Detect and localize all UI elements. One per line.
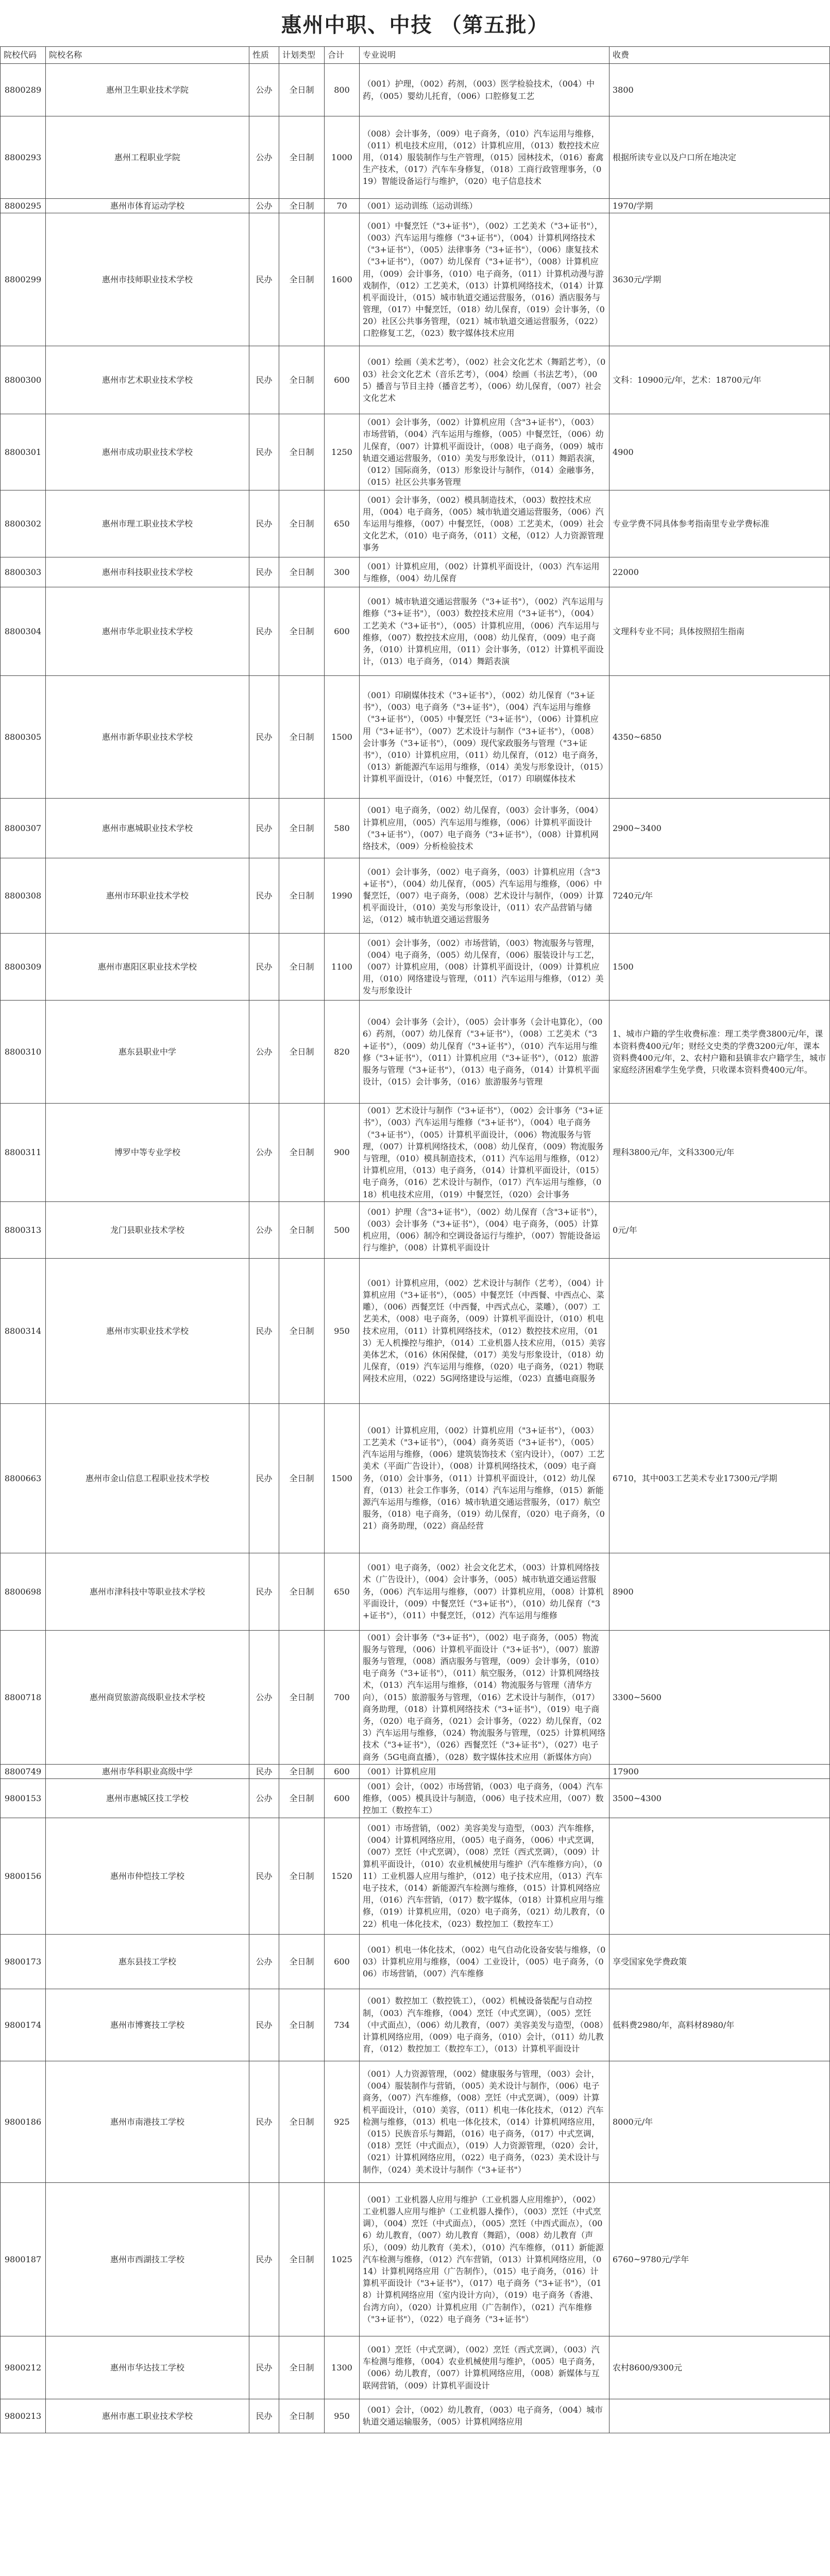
plan-type-cell: 全日制 bbox=[279, 799, 325, 858]
school-name-cell: 惠州市惠工职业技术学校 bbox=[46, 2399, 249, 2433]
school-code-cell: 8800314 bbox=[1, 1258, 46, 1403]
majors-cell: （001）会计事务（"3+证书"），（002）电子商务，（005）物流服务与管理，（006）计算机平面设计（"3+证书"），（007）旅游服务与管理，（008）酒店服务与管理，（009）会计事务，（010）电子商务（"3+证书"），（011）航空服务，（012）计算机网络技术，（013）汽车运用与维修，（014）物流服务与管理（清华方向），（015）旅游服务与管理，（016）艺术设计与制作，（017）商务助理，（018）计算机网络技术（"3+证书"），（019）电子商务，（020）电子商务，（021）会计事务，（022）幼儿保育，（023）汽车运用与维修，（024）物流服务与管理，（025）计算机网络技术（"3+证书"），（026）西餐烹饪（"3+证书"），（027）电子商务（5G电商直播），（028）数字媒体技术应用（新媒体方向） bbox=[360, 1630, 609, 1764]
plan-type-cell: 全日制 bbox=[279, 1778, 325, 1818]
majors-cell: （001）机电一体化技术，（002）电气自动化设备安装与维修，（003）计算机应用与维修，（004）工业设计，（005）电子商务，（006）市场营销，（007）汽车维修 bbox=[360, 1934, 609, 1989]
school-nature-cell: 公办 bbox=[249, 64, 279, 116]
school-code-cell: 8800300 bbox=[1, 346, 46, 414]
fee-cell: 3300~5600 bbox=[609, 1630, 830, 1764]
table-row bbox=[1, 1989, 830, 2061]
fee-cell: 8000元/年 bbox=[609, 2061, 830, 2182]
school-code-cell: 9800186 bbox=[1, 2061, 46, 2182]
majors-cell: （001）烹饪（中式烹调），（002）烹饪（西式烹调），（003）汽车检测与维修，（004）农业机械使用与维护，（005）电子商务，（006）幼儿教育，（007）计算机网络应用，（008）新媒体与互联网营销，（009）计算机平面设计 bbox=[360, 2336, 609, 2399]
school-code-cell: 8800299 bbox=[1, 213, 46, 346]
plan-total-cell: 950 bbox=[325, 1258, 360, 1403]
table-row bbox=[1, 346, 830, 414]
fee-cell: 3500~4300 bbox=[609, 1778, 830, 1818]
school-name-cell: 惠州市华北职业技术学校 bbox=[46, 587, 249, 676]
fee-cell: 6710，其中003工艺美术专业17300元/学期 bbox=[609, 1403, 830, 1553]
fee-cell: 低料费2980/年，高料材8980/年 bbox=[609, 1989, 830, 2061]
school-name-cell: 惠州市仲恺技工学校 bbox=[46, 1818, 249, 1934]
school-code-cell: 8800303 bbox=[1, 557, 46, 587]
school-code-cell: 8800301 bbox=[1, 414, 46, 490]
school-nature-cell: 公办 bbox=[249, 1104, 279, 1202]
table-row bbox=[1, 1104, 830, 1202]
school-name-cell: 惠州市实职业技术学校 bbox=[46, 1258, 249, 1403]
majors-cell: （001）会计事务，（002）电子商务，（003）计算机应用（含"3+证书"），（004）幼儿保育，（005）汽车运用与维修，（006）中餐烹饪，（007）电子商务，（008）艺术设计与制作，（009）计算机平面设计，（010）美发与形象设计，（011）农产品营销与储运，（012）城市轨道交通运营服务 bbox=[360, 858, 609, 934]
school-code-cell: 9800187 bbox=[1, 2182, 46, 2336]
table-row bbox=[1, 1818, 830, 1934]
plan-total-cell: 900 bbox=[325, 1104, 360, 1202]
fee-cell: 理科3800元/年，文科3300元/年 bbox=[609, 1104, 830, 1202]
header-majors: 专业说明 bbox=[360, 47, 609, 64]
plan-total-cell: 1990 bbox=[325, 858, 360, 934]
plan-type-cell: 全日制 bbox=[279, 116, 325, 199]
school-code-cell: 9800213 bbox=[1, 2399, 46, 2433]
table-row bbox=[1, 2336, 830, 2399]
plan-total-cell: 500 bbox=[325, 1201, 360, 1258]
school-nature-cell: 公办 bbox=[249, 1001, 279, 1104]
plan-total-cell: 600 bbox=[325, 1764, 360, 1778]
school-nature-cell: 民办 bbox=[249, 1818, 279, 1934]
table-row bbox=[1, 1553, 830, 1630]
majors-cell: （001）数控加工（数控铣工），（002）机械设备装配与自动控制，（003）汽车维修，（004）烹饪（中式烹调），（005）烹饪（中式面点），（006）幼儿教育，（007）美容美发与造型，（008）计算机网络应用，（009）电子商务，（010）会计，（011）幼儿教育，（012）数控加工（数控车工），（013）计算机平面设计 bbox=[360, 1989, 609, 2061]
majors-cell: （001）工业机器人应用与维护（工业机器人应用维护），（002）工业机器人应用与维护（工业机器人操作），（003）烹饪（中式烹调），（004）烹饪（中式面点），（005）烹饪（中西式面点），（006）幼儿教育，（007）幼儿教育（舞蹈），（008）幼儿教育（声乐），（009）幼儿教育（美术），（010）汽车维修，（011）新能源汽车检测与维修，（012）汽车营销，（013）计算机网络应用，（014）计算机网络应用（广告制作），（015）电子商务，（016）计算机平面设计（"3+证书"），（017）电子商务（"3+证书"），（018）计算机网络应用（室内设计方向），（019）电子商务（香港、台湾方向），（020）计算机应用（广告制作），（021）汽车维修（"3+证书"），（022）电子商务（"3+证书"） bbox=[360, 2182, 609, 2336]
fee-cell bbox=[609, 2399, 830, 2433]
table-row bbox=[1, 2399, 830, 2433]
school-name-cell: 惠州市新华职业技术学校 bbox=[46, 676, 249, 799]
table-row bbox=[1, 1201, 830, 1258]
school-name-cell: 惠州市华达技工学校 bbox=[46, 2336, 249, 2399]
school-name-cell: 龙门县职业技术学校 bbox=[46, 1201, 249, 1258]
plan-total-cell: 1520 bbox=[325, 1818, 360, 1934]
school-code-cell: 8800305 bbox=[1, 676, 46, 799]
plan-type-cell: 全日制 bbox=[279, 557, 325, 587]
header-total: 合计 bbox=[325, 47, 360, 64]
school-nature-cell: 民办 bbox=[249, 490, 279, 557]
plan-type-cell: 全日制 bbox=[279, 490, 325, 557]
school-name-cell: 惠州市科技职业技术学校 bbox=[46, 557, 249, 587]
plan-total-cell: 734 bbox=[325, 1989, 360, 2061]
table-row bbox=[1, 116, 830, 199]
majors-cell: （001）计算机应用，（002）计算机应用（"3+证书"），（003）工艺美术（"3+证书"），（004）商务英语（"3+证书"），（005）汽车运用与维修，（006）建筑装饰技术（室内设计），（007）工艺美术（平面广告设计），（008）计算机网络技术，（009）电子商务，（010）会计事务，（011）计算机平面设计，（012）幼儿保育，（013）社会工作事务，（014）汽车运用与维修，（015）新能源汽车运用与维修，（016）城市轨道交通运营服务，（017）航空服务，（018）电子商务，（019）幼儿保育，（020）电子商务，（021）商务助理，（022）商品经营 bbox=[360, 1403, 609, 1553]
majors-cell: （001）会计，（002）市场营销，（003）电子商务，（004）汽车维修，（005）模具设计与制造，（006）电子技术应用，（007）数控加工（数控车工） bbox=[360, 1778, 609, 1818]
fee-cell: 文科：10900元/年，艺术：18700元/年 bbox=[609, 346, 830, 414]
fee-cell: 1970/学期 bbox=[609, 199, 830, 213]
table-row bbox=[1, 490, 830, 557]
plan-total-cell: 650 bbox=[325, 1553, 360, 1630]
table-row bbox=[1, 587, 830, 676]
fee-cell: 3800 bbox=[609, 64, 830, 116]
school-nature-cell: 民办 bbox=[249, 799, 279, 858]
fee-cell: 2900~3400 bbox=[609, 799, 830, 858]
plan-type-cell: 全日制 bbox=[279, 1934, 325, 1989]
plan-total-cell: 600 bbox=[325, 1778, 360, 1818]
table-row bbox=[1, 199, 830, 213]
school-code-cell: 9800174 bbox=[1, 1989, 46, 2061]
school-nature-cell: 民办 bbox=[249, 934, 279, 1001]
school-code-cell: 9800156 bbox=[1, 1818, 46, 1934]
table-row bbox=[1, 2061, 830, 2182]
school-nature-cell: 民办 bbox=[249, 414, 279, 490]
header-fee: 收费 bbox=[609, 47, 830, 64]
school-code-cell: 8800313 bbox=[1, 1201, 46, 1258]
majors-cell: （001）会计事务，（002）市场营销，（003）物流服务与管理，（004）电子商务，（005）幼儿保育，（006）服装设计与工艺，（007）计算机应用，（008）计算机平面设计，（009）计算机应用，（010）网络建设与管理，（011）汽车运用与维修，（012）美发与形象设计 bbox=[360, 934, 609, 1001]
school-name-cell: 惠州市惠城职业技术学校 bbox=[46, 799, 249, 858]
plan-type-cell: 全日制 bbox=[279, 1403, 325, 1553]
school-nature-cell: 民办 bbox=[249, 676, 279, 799]
plan-type-cell: 全日制 bbox=[279, 199, 325, 213]
fee-cell: 享受国家免学费政策 bbox=[609, 1934, 830, 1989]
school-name-cell: 惠州市西湖技工学校 bbox=[46, 2182, 249, 2336]
plan-type-cell: 全日制 bbox=[279, 1764, 325, 1778]
fee-cell: 1500 bbox=[609, 934, 830, 1001]
table-row bbox=[1, 1630, 830, 1764]
plan-type-cell: 全日制 bbox=[279, 934, 325, 1001]
school-code-cell: 9800173 bbox=[1, 1934, 46, 1989]
majors-cell: （001）计算机应用，（002）计算机平面设计，（003）汽车运用与维修，（004）幼儿保育 bbox=[360, 557, 609, 587]
school-nature-cell: 民办 bbox=[249, 557, 279, 587]
majors-cell: （001）市场营销，（002）美容美发与造型，（003）汽车维修，（004）计算机网络应用，（005）电子商务，（006）中式烹调，（007）烹饪（中式烹调），（008）烹饪（西式烹调），（009）计算机平面设计，（010）农业机械使用与维护（汽车维修方向），（011）工业机器人应用与维护，（012）电子技术应用，（013）汽车电子技术，（014）新能源汽车检测与维修，（015）计算机网络应用，（016）汽车营销，（017）数字媒体，（018）计算机应用与维修，（019）计算机应用，（020）电子商务，（021）幼儿教育，（022）机电一体化技术，（023）数控加工（数控车工） bbox=[360, 1818, 609, 1934]
plan-total-cell: 70 bbox=[325, 199, 360, 213]
plan-total-cell: 300 bbox=[325, 557, 360, 587]
plan-total-cell: 800 bbox=[325, 64, 360, 116]
table-row bbox=[1, 934, 830, 1001]
table-row bbox=[1, 799, 830, 858]
header-name: 院校名称 bbox=[46, 47, 249, 64]
school-nature-cell: 民办 bbox=[249, 346, 279, 414]
plan-total-cell: 600 bbox=[325, 1934, 360, 1989]
school-code-cell: 8800718 bbox=[1, 1630, 46, 1764]
school-nature-cell: 民办 bbox=[249, 2399, 279, 2433]
table-row bbox=[1, 1934, 830, 1989]
majors-cell: （001）中餐烹饪（"3+证书"），（002）工艺美术（"3+证书"），（003）汽车运用与维修（"3+证书"），（004）计算机网络技术（"3+证书"），（005）法律事务（"3+证书"），（006）康复技术（"3+证书"），（007）幼儿保育（"3+证书"），（008）计算机应用，（009）会计事务，（010）电子商务，（011）计算机动漫与游戏制作，（012）工艺美术，（013）计算机网络技术，（014）计算机平面设计，（015）城市轨道交通运营服务，（016）酒店服务与管理，（017）中餐烹饪，（018）幼儿保育，（019）会计事务，（020）社区公共事务管理，（021）城市轨道交通运营服务，（022）口腔修复工艺，（023）数字媒体技术应用 bbox=[360, 213, 609, 346]
plan-total-cell: 1500 bbox=[325, 676, 360, 799]
school-code-cell: 8800293 bbox=[1, 116, 46, 199]
school-code-cell: 8800309 bbox=[1, 934, 46, 1001]
school-name-cell: 惠州工程职业学院 bbox=[46, 116, 249, 199]
school-nature-cell: 民办 bbox=[249, 1989, 279, 2061]
school-code-cell: 9800153 bbox=[1, 1778, 46, 1818]
plan-total-cell: 925 bbox=[325, 2061, 360, 2182]
plan-type-cell: 全日制 bbox=[279, 1258, 325, 1403]
table-row bbox=[1, 213, 830, 346]
page-title: 惠州中职、中技 （第五批） bbox=[281, 12, 549, 37]
school-name-cell: 惠州市惠城区技工学校 bbox=[46, 1778, 249, 1818]
header-nature: 性质 bbox=[249, 47, 279, 64]
school-code-cell: 8800749 bbox=[1, 1764, 46, 1778]
table-row bbox=[1, 858, 830, 934]
table-header-row bbox=[1, 47, 830, 64]
fee-cell bbox=[609, 1258, 830, 1403]
plan-type-cell: 全日制 bbox=[279, 64, 325, 116]
school-name-cell: 惠东县技工学校 bbox=[46, 1934, 249, 1989]
fee-cell: 根据所读专业以及户口所在地决定 bbox=[609, 116, 830, 199]
plan-type-cell: 全日制 bbox=[279, 1201, 325, 1258]
plan-total-cell: 1000 bbox=[325, 116, 360, 199]
school-nature-cell: 公办 bbox=[249, 1778, 279, 1818]
school-nature-cell: 民办 bbox=[249, 1258, 279, 1403]
fee-cell: 文理科专业不同；具体按照招生指南 bbox=[609, 587, 830, 676]
plan-type-cell: 全日制 bbox=[279, 2182, 325, 2336]
majors-cell: （001）电子商务，（002）社会文化艺术，（003）计算机网络技术（广告设计），（004）会计事务，（005）城市轨道交通运营服务，（006）汽车运用与维修，（007）计算机应用，（008）计算机平面设计，（009）中餐烹饪（"3+证书"），（010）幼儿保育（"3+证书"），（011）中餐烹饪，（012）汽车运用与维修 bbox=[360, 1553, 609, 1630]
plan-type-cell: 全日制 bbox=[279, 2061, 325, 2182]
fee-cell: 农村8600/9300元 bbox=[609, 2336, 830, 2399]
school-name-cell: 惠州市华科职业高级中学 bbox=[46, 1764, 249, 1778]
school-nature-cell: 民办 bbox=[249, 213, 279, 346]
plan-total-cell: 580 bbox=[325, 799, 360, 858]
plan-type-cell: 全日制 bbox=[279, 1104, 325, 1202]
school-nature-cell: 公办 bbox=[249, 199, 279, 213]
plan-total-cell: 950 bbox=[325, 2399, 360, 2433]
plan-total-cell: 1300 bbox=[325, 2336, 360, 2399]
plan-type-cell: 全日制 bbox=[279, 1630, 325, 1764]
plan-total-cell: 820 bbox=[325, 1001, 360, 1104]
plan-type-cell: 全日制 bbox=[279, 587, 325, 676]
fee-cell: 4350~6850 bbox=[609, 676, 830, 799]
plan-type-cell: 全日制 bbox=[279, 1001, 325, 1104]
school-name-cell: 惠州市技师职业技术学校 bbox=[46, 213, 249, 346]
plan-total-cell: 1250 bbox=[325, 414, 360, 490]
plan-total-cell: 1025 bbox=[325, 2182, 360, 2336]
fee-cell: 7240元/年 bbox=[609, 858, 830, 934]
plan-total-cell: 1500 bbox=[325, 1403, 360, 1553]
majors-cell: （001）计算机应用 bbox=[360, 1764, 609, 1778]
school-name-cell: 惠州卫生职业技术学院 bbox=[46, 64, 249, 116]
fee-cell: 8900 bbox=[609, 1553, 830, 1630]
school-code-cell: 9800212 bbox=[1, 2336, 46, 2399]
majors-cell: （001）绘画（美术艺考），（002）社会文化艺术（舞蹈艺考），（003）社会文化艺术（音乐艺考），（004）绘画（书法艺考），（005）播音与节目主持（播音艺考），（006）幼儿保育，（007）社会文化艺术 bbox=[360, 346, 609, 414]
school-name-cell: 惠州市成功职业技术学校 bbox=[46, 414, 249, 490]
school-name-cell: 惠州市环职业技术学校 bbox=[46, 858, 249, 934]
plan-type-cell: 全日制 bbox=[279, 858, 325, 934]
school-name-cell: 惠州市津科技中等职业技术学校 bbox=[46, 1553, 249, 1630]
school-nature-cell: 公办 bbox=[249, 1630, 279, 1764]
table-row bbox=[1, 1001, 830, 1104]
school-name-cell: 惠州商贸旅游高级职业技术学校 bbox=[46, 1630, 249, 1764]
plan-total-cell: 600 bbox=[325, 587, 360, 676]
school-code-cell: 8800304 bbox=[1, 587, 46, 676]
plan-type-cell: 全日制 bbox=[279, 2336, 325, 2399]
school-nature-cell: 民办 bbox=[249, 2336, 279, 2399]
majors-cell: （001）电子商务，（002）幼儿保育，（003）会计事务，（004）计算机应用，（005）汽车运用与维修，（006）计算机平面设计（"3+证书"），（007）电子商务（"3+证书"），（008）计算机网络技术，（009）分析检验技术 bbox=[360, 799, 609, 858]
school-code-cell: 8800302 bbox=[1, 490, 46, 557]
majors-cell: （001）会计，（002）幼儿教育，（003）电子商务，（004）城市轨道交通运输服务，（005）计算机网络应用 bbox=[360, 2399, 609, 2433]
majors-cell: （001）护理（含"3+证书"），（002）幼儿保育（含"3+证书"），（003）会计事务（"3+证书"），（004）电子商务，（005）计算机应用，（006）制冷和空调设备运行与维护，（007）智能设备运行与维护，（008）计算机平面设计 bbox=[360, 1201, 609, 1258]
school-nature-cell: 公办 bbox=[249, 116, 279, 199]
school-name-cell: 惠州市金山信息工程职业技术学校 bbox=[46, 1403, 249, 1553]
fee-cell: 3630元/学期 bbox=[609, 213, 830, 346]
school-name-cell: 惠州市惠阳区职业技术学校 bbox=[46, 934, 249, 1001]
majors-cell: （004）会计事务（会计），（005）会计事务（会计电算化），（006）药剂，（007）幼儿保育（"3+证书"），（008）工艺美术（"3+证书"），（009）幼儿保育（"3+证书"），（010）汽车运用与维修（"3+证书"），（011）计算机应用（"3+证书"），（012）旅游服务与管理（"3+证书"），（013）电子商务，（014）计算机平面设计，（015）会计事务，（016）旅游服务与管理 bbox=[360, 1001, 609, 1104]
plan-type-cell: 全日制 bbox=[279, 1553, 325, 1630]
plan-total-cell: 650 bbox=[325, 490, 360, 557]
table-body bbox=[1, 64, 830, 2433]
school-nature-cell: 公办 bbox=[249, 1201, 279, 1258]
fee-cell: 0元/年 bbox=[609, 1201, 830, 1258]
majors-cell: （001）计算机应用，（002）艺术设计与制作（艺考），（004）计算机应用（"3+证书"），（005）中餐烹饪（中西餐、中西点心、菜雕），（006）西餐烹饪（中西餐，中西式点心，菜雕），（007）工艺美术，（008）电子商务，（009）计算机平面设计，（010）机电技术应用，（011）计算机网络技术，（012）数控技术应用，（013）无人机操控与维护，（014）工业机器人技术应用，（015）美容美体艺术，（016）休闲保健，（017）美发与形象设计，（018）幼儿保育，（019）汽车运用与维修，（020）电子商务，（021）物联网技术应用，（022）5G网络建设与运维，（023）直播电商服务 bbox=[360, 1258, 609, 1403]
school-code-cell: 8800663 bbox=[1, 1403, 46, 1553]
school-nature-cell: 民办 bbox=[249, 587, 279, 676]
plan-type-cell: 全日制 bbox=[279, 1989, 325, 2061]
majors-cell: （001）会计事务，（002）模具制造技术，（003）数控技术应用，（004）电子商务，（005）城市轨道交通运营服务，（006）汽车运用与维修，（007）中餐烹饪，（008）工艺美术，（009）社会文化艺术，（010）电子商务，（011）文秘，（012）人力资源管理事务 bbox=[360, 490, 609, 557]
majors-cell: （001）艺术设计与制作（"3+证书"），（002）会计事务（"3+证书"），（003）汽车运用与维修（"3+证书"），（004）电子商务（"3+证书"），（005）计算机平面设计，（006）物流服务与管理，（007）计算机网络技术，（008）幼儿保育，（009）物流服务与管理，（010）模具制造技术，（011）汽车运用与维修，（012）计算机应用，（013）电子商务，（014）计算机平面设计，（015）电子商务，（016）艺术设计与制作，（017）汽车运用与维修，（018）机电技术应用，（019）中餐烹饪，（020）会计事务 bbox=[360, 1104, 609, 1202]
table-row bbox=[1, 2182, 830, 2336]
fee-cell: 17900 bbox=[609, 1764, 830, 1778]
fee-cell bbox=[609, 1818, 830, 1934]
plan-type-cell: 全日制 bbox=[279, 2399, 325, 2433]
plan-type-cell: 全日制 bbox=[279, 1818, 325, 1934]
table-row bbox=[1, 557, 830, 587]
school-name-cell: 惠州市博赛技工学校 bbox=[46, 1989, 249, 2061]
table-row bbox=[1, 1403, 830, 1553]
school-code-cell: 8800307 bbox=[1, 799, 46, 858]
majors-cell: （001）运动训练（运动训练） bbox=[360, 199, 609, 213]
school-nature-cell: 民办 bbox=[249, 1403, 279, 1553]
fee-cell: 1、城市户籍的学生收费标准：理工类学费3800元/年，课本资料费400元/年；财经文史类的学费3200元/年，课本资料费400元/年，2、农村户籍和县镇非农户籍学生，城市家庭经济困难学生免学费，只收课本资料费400元/年。 bbox=[609, 1001, 830, 1104]
table-row bbox=[1, 1258, 830, 1403]
school-code-cell: 8800698 bbox=[1, 1553, 46, 1630]
school-name-cell: 惠州市理工职业技术学校 bbox=[46, 490, 249, 557]
table-row bbox=[1, 1764, 830, 1778]
majors-cell: （008）会计事务，（009）电子商务，（010）汽车运用与维修，（011）机电技术应用，（012）计算机应用，（013）数控技术应用，（014）服装制作与生产管理，（015）园林技术，（016）畜禽生产技术，（017）汽车车身修复，（018）工商行政管理事务，（019）智能设备运行与维护，（020）电子信息技术 bbox=[360, 116, 609, 199]
plan-type-cell: 全日制 bbox=[279, 414, 325, 490]
school-nature-cell: 民办 bbox=[249, 1764, 279, 1778]
school-code-cell: 8800311 bbox=[1, 1104, 46, 1202]
table-row bbox=[1, 1778, 830, 1818]
table-row bbox=[1, 64, 830, 116]
plan-total-cell: 700 bbox=[325, 1630, 360, 1764]
fee-cell: 4900 bbox=[609, 414, 830, 490]
school-name-cell: 惠州市艺术职业技术学校 bbox=[46, 346, 249, 414]
majors-cell: （001）城市轨道交通运营服务（"3+证书"），（002）汽车运用与维修（"3+证书"），（003）数控技术应用（"3+证书"），（004）工艺美术（"3+证书"），（005）计算机应用，（006）汽车运用与维修，（007）数控技术应用，（008）幼儿保育，（009）电子商务，（010）计算机应用，（011）会计事务，（012）计算机平面设计，（013）电子商务，（014）舞蹈表演 bbox=[360, 587, 609, 676]
majors-cell: （001）会计事务，（002）计算机应用（含"3+证书"），（003）市场营销，（004）汽车运用与维修，（005）中餐烹饪，（006）幼儿保育，（007）计算机平面设计，（008）电子商务，（009）城市轨道交通运营服务，（010）美发与形象设计，（011）舞蹈表演，（012）国际商务，（013）形象设计与制作，（014）金融事务，（015）社区公共事务管理 bbox=[360, 414, 609, 490]
plan-total-cell: 1600 bbox=[325, 213, 360, 346]
school-name-cell: 惠州市体育运动学校 bbox=[46, 199, 249, 213]
admission-table bbox=[0, 46, 830, 2433]
school-nature-cell: 民办 bbox=[249, 858, 279, 934]
school-code-cell: 8800295 bbox=[1, 199, 46, 213]
majors-cell: （001）护理，（002）药剂，（003）医学检验技术，（004）中药，（005）婴幼儿托育，（006）口腔修复工艺 bbox=[360, 64, 609, 116]
school-nature-cell: 公办 bbox=[249, 1934, 279, 1989]
plan-type-cell: 全日制 bbox=[279, 213, 325, 346]
plan-type-cell: 全日制 bbox=[279, 346, 325, 414]
table-row bbox=[1, 414, 830, 490]
school-code-cell: 8800308 bbox=[1, 858, 46, 934]
school-nature-cell: 民办 bbox=[249, 2182, 279, 2336]
fee-cell: 专业学费不同具体参考指南里专业学费标准 bbox=[609, 490, 830, 557]
header-type: 计划类型 bbox=[279, 47, 325, 64]
school-nature-cell: 民办 bbox=[249, 1553, 279, 1630]
fee-cell: 6760~9780元/学年 bbox=[609, 2182, 830, 2336]
majors-cell: （001）印刷媒体技术（"3+证书"），（002）幼儿保育（"3+证书"），（003）电子商务（"3+证书"），（004）汽车运用与维修（"3+证书"），（005）中餐烹饪（"3+证书"），（006）计算机应用（"3+证书"），（007）艺术设计与制作（"3+证书"），（008）会计事务（"3+证书"），（009）现代家政服务与管理（"3+证书"），（010）计算机应用，（011）幼儿保育，（012）电子商务，（013）新能源汽车运用与维修，（014）美发与形象设计，（015）计算机平面设计，（016）中餐烹饪，（017）印刷媒体技术 bbox=[360, 676, 609, 799]
school-code-cell: 8800289 bbox=[1, 64, 46, 116]
school-code-cell: 8800310 bbox=[1, 1001, 46, 1104]
table-row bbox=[1, 676, 830, 799]
school-name-cell: 惠州市南港技工学校 bbox=[46, 2061, 249, 2182]
fee-cell: 22000 bbox=[609, 557, 830, 587]
header-code: 院校代码 bbox=[1, 47, 46, 64]
school-name-cell: 惠东县职业中学 bbox=[46, 1001, 249, 1104]
school-name-cell: 博罗中等专业学校 bbox=[46, 1104, 249, 1202]
majors-cell: （001）人力资源管理，（002）健康服务与管理，（003）会计，（004）服装制作与营销，（005）美术设计与制作，（006）电子商务，（007）汽车维修，（008）烹饪（中式烹调），（009）计算机平面设计，（010）美容，（011）机电一体化技术，（012）汽车检测与维修，（013）机电一体化技术，（014）计算机网络应用，（015）民族音乐与舞蹈，（016）电子商务，（017）中式烹调，（018）烹饪（中式面点），（019）人力资源管理，（020）会计，（021）计算机网络应用，（022）电子商务，（023）美术设计与制作，（024）美术设计与制作（"3+证书"） bbox=[360, 2061, 609, 2182]
plan-total-cell: 600 bbox=[325, 346, 360, 414]
plan-type-cell: 全日制 bbox=[279, 676, 325, 799]
school-nature-cell: 民办 bbox=[249, 2061, 279, 2182]
plan-total-cell: 1100 bbox=[325, 934, 360, 1001]
